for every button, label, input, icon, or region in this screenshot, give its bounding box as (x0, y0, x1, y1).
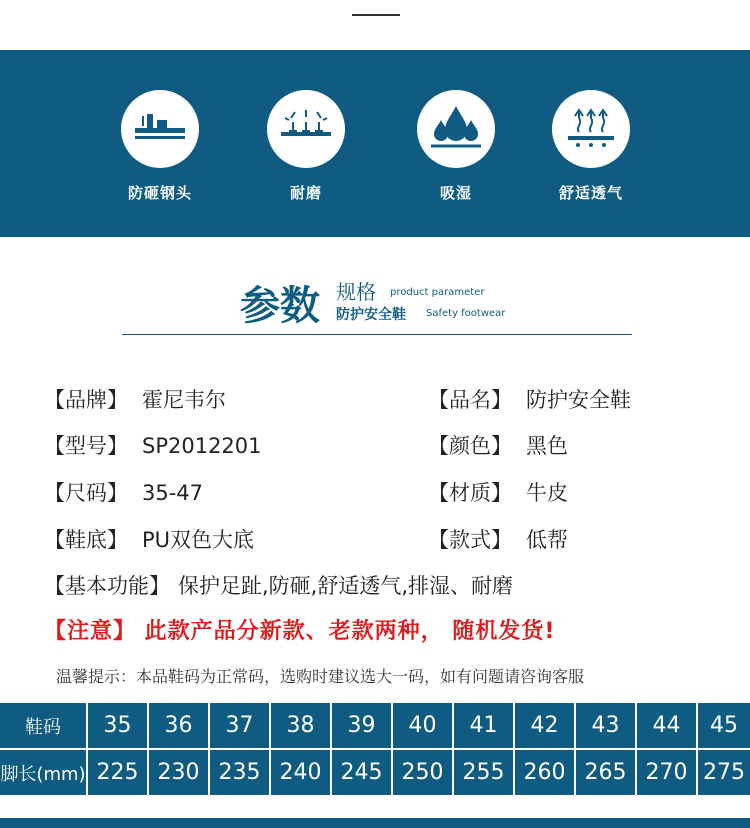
feature-label: 舒适透气 (558, 184, 623, 202)
spec-key: 【颜色】 (428, 434, 512, 458)
foot-length-cell: 260 (515, 750, 574, 795)
spec-key: 【基本功能】 (44, 574, 170, 598)
spec-value: 霍尼韦尔 (142, 388, 226, 412)
spec-material (428, 477, 568, 507)
spec-product-name (428, 384, 631, 414)
spec-value: 黑色 (526, 434, 568, 458)
spec-sole (44, 524, 254, 554)
spec-key: 【材质】 (428, 481, 512, 505)
foot-length-cell: 230 (149, 750, 208, 795)
spec-value: 防护安全鞋 (526, 388, 631, 412)
spec-value: SP2012201 (142, 434, 262, 458)
parameter-heading-product: 防护安全鞋 (336, 307, 406, 323)
top-divider (352, 14, 400, 16)
spec-size (44, 477, 203, 507)
foot-length-row-label: 脚长(mm) (0, 750, 86, 795)
size-cell: 38 (271, 703, 330, 748)
spec-style (428, 524, 568, 554)
spec-key: 【尺码】 (44, 481, 128, 505)
feature-wear-resistant (231, 90, 381, 203)
feature-label: 防砸钢头 (127, 184, 192, 202)
bottom-band (0, 818, 750, 828)
parameter-heading-en: product parameter (390, 287, 485, 298)
spec-value: 35-47 (142, 481, 204, 505)
size-row (0, 703, 750, 750)
spec-function (44, 570, 513, 600)
foot-length-cell: 270 (637, 750, 696, 795)
foot-length-cell: 265 (576, 750, 635, 795)
steel-toe-icon (121, 90, 199, 168)
feature-moisture-absorbing (381, 90, 531, 203)
parameter-heading-main: 参数 (240, 283, 320, 329)
size-row-label: 鞋码 (0, 703, 86, 748)
foot-length-cell: 235 (210, 750, 269, 795)
spec-key: 【品名】 (428, 388, 512, 412)
size-tip: 温馨提示：本品鞋码为正常码，选购时建议选大一码，如有问题请咨询客服 (56, 667, 585, 686)
size-cell: 40 (393, 703, 452, 748)
foot-length-cell: 275 (698, 750, 750, 795)
foot-length-cell: 225 (88, 750, 147, 795)
size-cell: 37 (210, 703, 269, 748)
size-cell: 39 (332, 703, 391, 748)
foot-length-cell: 245 (332, 750, 391, 795)
size-cell: 41 (454, 703, 513, 748)
size-cell: 42 (515, 703, 574, 748)
spec-value: 保护足趾,防砸,舒适透气,排湿、耐磨 (178, 574, 514, 598)
spec-value: 牛皮 (526, 481, 568, 505)
wear-resistant-icon (267, 90, 345, 168)
parameter-heading-product-en: Safety footwear (426, 308, 506, 319)
spec-model (44, 430, 262, 460)
parameter-heading-spec: 规格 (336, 280, 376, 304)
size-cell: 35 (88, 703, 147, 748)
shipping-notice: 【注意】 此款产品分新款、老款两种， 随机发货! (44, 619, 556, 644)
foot-length-cell: 255 (454, 750, 513, 795)
spec-value: PU双色大底 (142, 528, 255, 552)
feature-band (0, 50, 750, 237)
feature-label: 吸湿 (439, 184, 472, 202)
foot-length-cell: 240 (271, 750, 330, 795)
spec-color (428, 430, 568, 460)
feature-breathable (516, 90, 666, 203)
foot-length-row (0, 750, 750, 797)
spec-key: 【品牌】 (44, 388, 128, 412)
size-cell: 43 (576, 703, 635, 748)
foot-length-cell: 250 (393, 750, 452, 795)
size-cell: 44 (637, 703, 696, 748)
size-cell: 45 (698, 703, 750, 748)
breathable-icon (552, 90, 630, 168)
spec-value: 低帮 (526, 528, 568, 552)
parameter-divider (122, 334, 632, 335)
spec-brand (44, 384, 226, 414)
spec-key: 【鞋底】 (44, 528, 128, 552)
feature-steel-toe (85, 90, 235, 203)
feature-label: 耐磨 (289, 184, 322, 202)
size-cell: 36 (149, 703, 208, 748)
water-drops-icon (417, 90, 495, 168)
spec-key: 【款式】 (428, 528, 512, 552)
spec-key: 【型号】 (44, 434, 128, 458)
